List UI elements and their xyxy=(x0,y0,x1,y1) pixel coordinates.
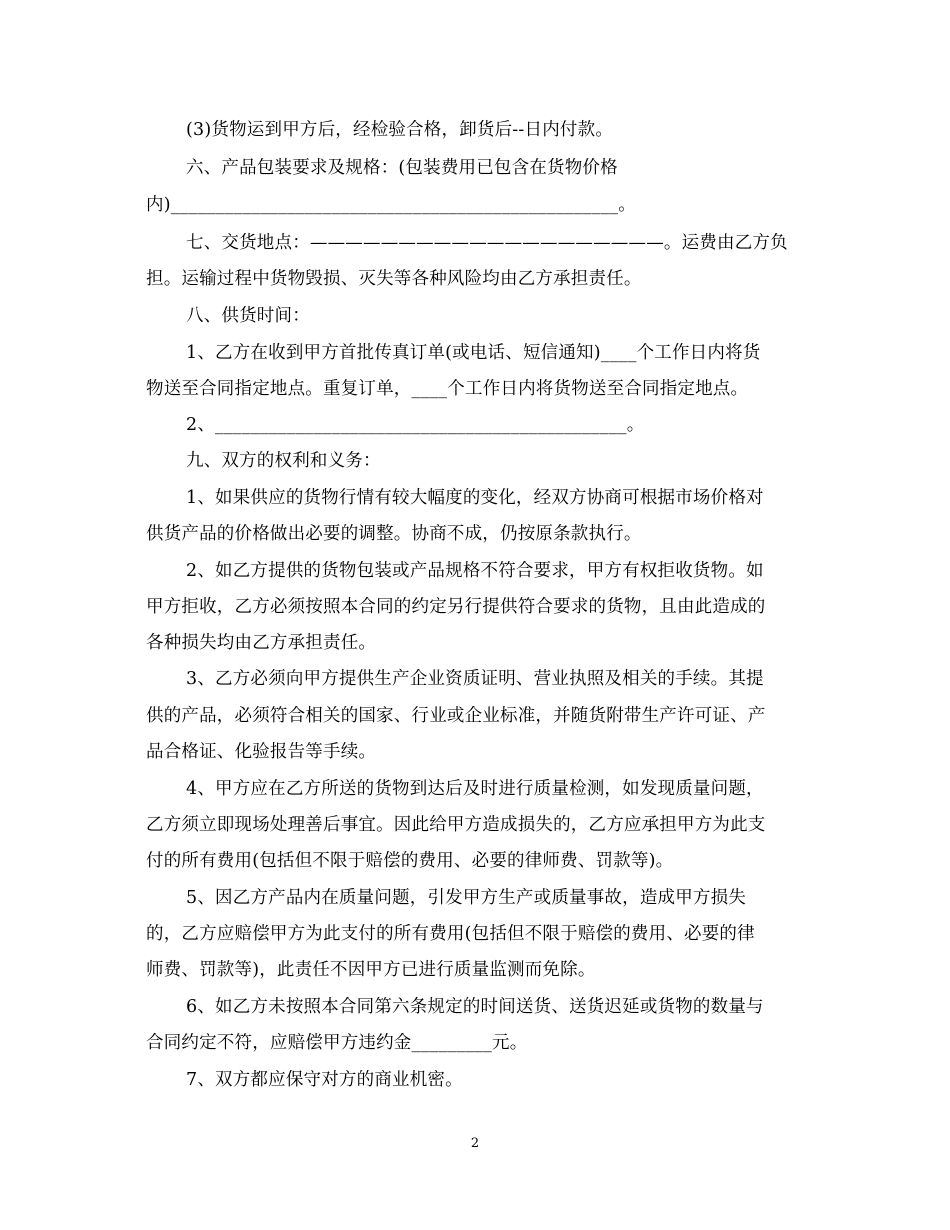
text-line: 甲方拒收，乙方必须按照本合同的约定另行提供符合要求的货物，且由此造成的 xyxy=(146,597,766,617)
page-number: 2 xyxy=(470,1136,480,1151)
text-line: 供货产品的价格做出必要的调整。协商不成，仍按原条款执行。 xyxy=(146,524,642,544)
text-line: 付的所有费用(包括但不限于赔偿的费用、必要的律师费、罚款等)。 xyxy=(146,851,674,871)
text-line: 1、乙方在收到甲方首批传真订单(或电话、短信通知)____个工作日内将货 xyxy=(186,343,761,363)
text-line: 品合格证、化验报告等手续。 xyxy=(146,742,377,762)
text-line: 3、乙方必须向甲方提供生产企业资质证明、营业执照及相关的手续。其提 xyxy=(186,669,764,689)
text-line: 师费、罚款等)，此责任不因甲方已进行质量监测而免除。 xyxy=(146,960,596,980)
text-line: 的，乙方应赔偿甲方为此支付的所有费用(包括但不限于赔偿的费用、必要的律 xyxy=(146,924,755,944)
text-line: 6、如乙方未按照本合同第六条规定的时间送货、送货迟延或货物的数量与 xyxy=(186,997,764,1017)
text-line: 1、如果供应的货物行情有较大幅度的变化，经双方协商可根据市场价格对 xyxy=(186,488,764,508)
text-line: 担。运输过程中货物毁损、灭失等各种风险均由乙方承担责任。 xyxy=(146,269,642,289)
text-line: 九、双方的权利和义务： xyxy=(186,451,381,471)
text-line: 八、供货时间： xyxy=(186,306,310,326)
text-line: 4、甲方应在乙方所送的货物到达后及时进行质量检测，如发现质量问题， xyxy=(186,779,764,799)
text-line: 各种损失均由乙方承担责任。 xyxy=(146,633,377,653)
text-line: 六、产品包装要求及规格：(包装费用已包含在货物价格 xyxy=(186,158,618,178)
text-line: 物送至合同指定地点。重复订单，____个工作日内将货物送至合同指定地点。 xyxy=(146,379,749,399)
text-line: 2、如乙方提供的货物包装或产品规格不符合要求，甲方有权拒收货物。如 xyxy=(186,561,764,581)
text-line: 7、双方都应保守对方的商业机密。 xyxy=(186,1070,463,1090)
text-line: (3)货物运到甲方后，经检验合格，卸货后--日内付款。 xyxy=(186,120,614,140)
text-line: 合同约定不符，应赔偿甲方违约金_________元。 xyxy=(146,1033,528,1053)
text-line: 2、______________________________________________。 xyxy=(186,415,645,435)
text-line: 内)__________________________________________________。 xyxy=(146,195,636,215)
text-line: 七、交货地点：————————————————————。运费由乙方负 xyxy=(186,233,788,253)
text-line: 供的产品，必须符合相关的国家、行业或企业标准，并随货附带生产许可证、产 xyxy=(146,706,766,726)
text-line: 5、因乙方产品内在质量问题，引发甲方生产或质量事故，造成甲方损失 xyxy=(186,888,747,908)
text-line: 乙方须立即现场处理善后事宜。因此给甲方造成损失的，乙方应承担甲方为此支 xyxy=(146,815,766,835)
